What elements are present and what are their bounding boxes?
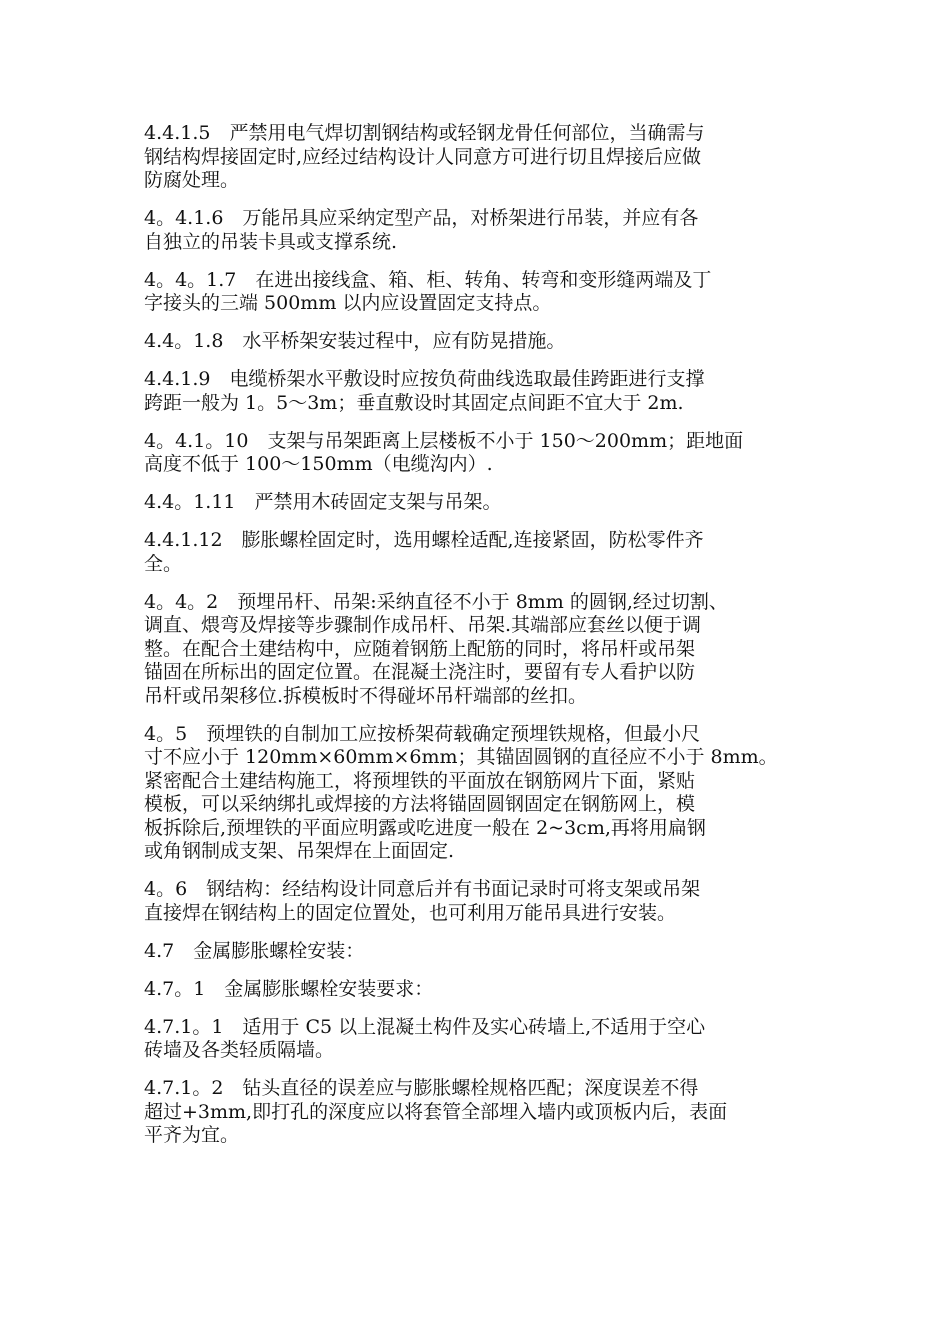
paragraph-line: 紧密配合土建结构施工，将预埋铁的平面放在钢筋网片下面，紧贴 [144,769,696,792]
paragraph [144,1077,812,1148]
paragraph-line: 4。4。1.7 在进出接线盒、箱、柜、转角、转弯和变形缝两端及丁 [144,268,712,291]
paragraph [144,207,812,254]
paragraph-line: 4.4.1.9 电缆桥架水平敷设时应按负荷曲线选取最佳跨距进行支撑 [144,368,705,390]
paragraph [144,330,812,354]
paragraph-line: 超过+3mm,即打孔的深度应以将套管全部埋入墙内或顶板内后，表面 [144,1100,728,1123]
paragraph [144,368,812,415]
paragraph-line: 砖墙及各类轻质隔墙。 [144,1039,335,1061]
paragraph-line: 4.4。1.11 严禁用木砖固定支架与吊架。 [144,491,502,513]
paragraph [144,978,812,1002]
paragraph-line: 跨距一般为 1。5～3m；垂直敷设时其固定点间距不宜大于 2m. [144,391,684,414]
paragraph-line: 4.7。1 金属膨胀螺栓安装要求： [144,977,434,1000]
paragraph [144,878,812,925]
paragraph-line: 锚固在所标出的固定位置。在混凝土浇注时，要留有专人看护以防 [144,661,696,683]
paragraph [144,269,812,316]
paragraph-line: 防腐处理。 [144,169,240,191]
paragraph-line: 自独立的吊装卡具或支撑系统. [144,230,398,253]
paragraph [144,940,812,964]
paragraph-line: 4。5 预埋铁的自制加工应按桥架荷载确定预埋铁规格，但最小尺 [144,722,701,745]
paragraph-line: 4.7.1。1 适用于 C5 以上混凝土构件及实心砖墙上,不适用于空心 [144,1015,706,1038]
paragraph-line: 吊杆或吊架移位.拆模板时不得碰坏吊杆端部的丝扣。 [144,684,588,707]
paragraph-list [144,122,812,1148]
paragraph-line: 字接头的三端 500mm 以内应设置固定支持点。 [144,292,552,314]
paragraph-line: 或角钢制成支架、吊架焊在上面固定. [144,840,455,862]
paragraph [144,529,812,576]
paragraph-line: 4.4.1.5 严禁用电气焊切割钢结构或轻钢龙骨任何部位，当确需与 [144,122,705,144]
paragraph-line: 直接焊在钢结构上的固定位置处，也可利用万能吊具进行安装。 [144,901,677,924]
paragraph-line: 4。4.1。10 支架与吊架距离上层楼板不小于 150～200mm；距地面 [144,429,744,452]
paragraph [144,1016,812,1063]
paragraph-line: 4。4.1.6 万能吊具应采纳定型产品，对桥架进行吊装，并应有各 [144,207,699,229]
paragraph [144,122,812,193]
paragraph-line: 整。在配合土建结构中，应随着钢筋上配筋的同时，将吊杆或吊架 [144,637,696,660]
paragraph [144,430,812,477]
paragraph-line: 板拆除后,预埋铁的平面应明露或吃进度一般在 2~3cm,再将用扁钢 [144,816,706,839]
paragraph-line: 调直、煨弯及焊接等步骤制作成吊杆、吊架.其端部应套丝以便于调 [144,614,702,636]
document-body [144,122,812,1162]
paragraph-line: 钢结构焊接固定时,应经过结构设计人同意方可进行切且焊接后应做 [144,145,702,168]
paragraph [144,491,812,515]
paragraph-line: 4。6 钢结构：经结构设计同意后并有书面记录时可将支架或吊架 [144,878,701,900]
paragraph-line: 平齐为宜。 [144,1124,240,1146]
paragraph-line: 高度不低于 100～150mm（电缆沟内）. [144,453,493,475]
paragraph-line: 4。4。2 预埋吊杆、吊架:采纳直径不小于 8mm 的圆钢,经过切割、 [144,590,728,613]
paragraph-line: 全。 [144,552,183,575]
paragraph [144,591,812,709]
paragraph-line: 寸不应小于 120mm×60mm×6mm；其锚固圆钢的直径应不小于 8mm。 [144,746,778,768]
paragraph [144,723,812,864]
paragraph-line: 4.4.1.12 膨胀螺栓固定时，选用螺栓适配,连接紧固，防松零件齐 [144,529,704,551]
paragraph-line: 4.7 金属膨胀螺栓安装： [144,939,365,962]
paragraph-line: 4.4。1.8 水平桥架安装过程中，应有防晃措施。 [144,330,566,352]
paragraph-line: 模板，可以采纳绑扎或焊接的方法将锚固圆钢固定在钢筋网上，模 [144,793,696,815]
paragraph-line: 4.7.1。2 钻头直径的误差应与膨胀螺栓规格匹配；深度误差不得 [144,1077,699,1099]
